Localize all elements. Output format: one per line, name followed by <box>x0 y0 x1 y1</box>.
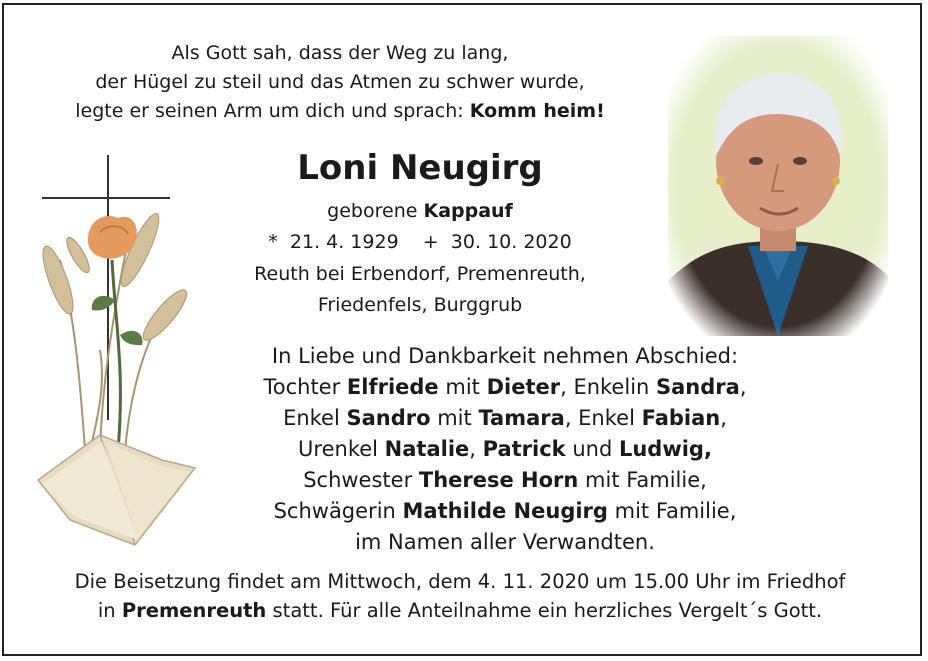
places-line-2: Friedenfels, Burggrub <box>317 294 523 316</box>
farewell-intro: In Liebe und Dankbarkeit nehmen Abschied: <box>271 344 739 368</box>
cross-rose-wheat-book-illustration <box>30 150 205 555</box>
maiden-surname: Kappauf <box>423 200 513 222</box>
open-book-icon <box>38 435 195 545</box>
burial-line-2: in Premenreuth statt. Für alle Anteilnahme ein herzliches Vergelt´s Gott. <box>97 599 823 622</box>
poem-line-1: Als Gott sah, dass der Weg zu lang, <box>171 42 509 64</box>
portrait-photo <box>668 36 888 336</box>
portrait-photo-frame <box>660 24 896 344</box>
poem-line-2: der Hügel zu steil und das Atmen zu schwer wurde, <box>95 71 585 93</box>
farewell-line-6: im Namen aller Verwandten. <box>355 530 655 554</box>
burial-place: Premenreuth <box>121 599 267 622</box>
farewell-line-3: Urenkel Natalie, Patrick und Ludwig, <box>298 437 712 461</box>
places-line-1: Reuth bei Erbendorf, Premenreuth, <box>254 263 586 285</box>
farewell-line-5: Schwägerin Mathilde Neugirg mit Familie, <box>273 499 737 523</box>
burial-line-1: Die Beisetzung findet am Mittwoch, dem 4. 11. 2020 um 15.00 Uhr im Friedhof <box>74 570 846 593</box>
farewell-line-1: Tochter Elfriede mit Dieter, Enkelin Sandra, <box>263 375 747 399</box>
poem-emphasis: Komm heim! <box>469 100 605 122</box>
maiden-prefix: geborene <box>327 200 424 222</box>
life-dates: * 21. 4. 1929 + 30. 10. 2020 <box>268 231 572 253</box>
farewell-line-4: Schwester Therese Horn mit Familie, <box>303 468 707 492</box>
farewell-line-2: Enkel Sandro mit Tamara, Enkel Fabian, <box>283 406 727 430</box>
maiden-name <box>240 200 600 222</box>
deceased-name: Loni Neugirg <box>297 148 543 188</box>
poem-line-3 <box>45 100 635 122</box>
poem-line-3-text: legte er seinen Arm um dich und sprach: <box>75 100 470 122</box>
